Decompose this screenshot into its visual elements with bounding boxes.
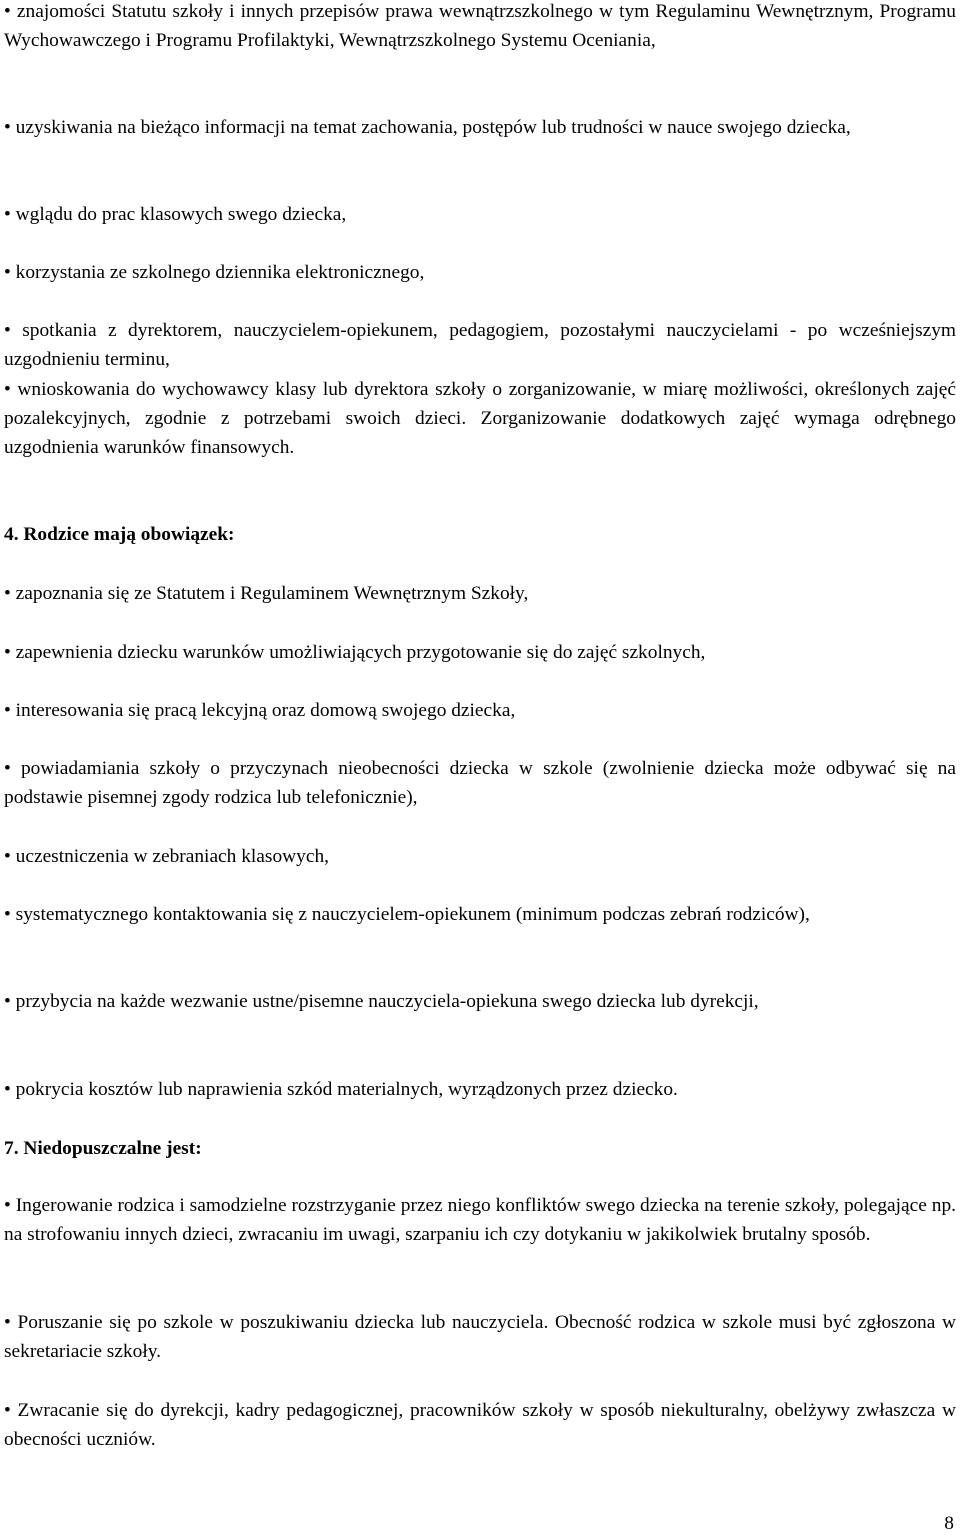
list-item: [4, 0, 956, 55]
bullet: •: [4, 642, 11, 663]
list-item-text: wnioskowania do wychowawcy klasy lub dyrektora szkoły o zorganizowanie, w miarę możliwości, określonych zajęć pozalekcyjnych, zgodnie z potrzebami swoich dzieci. Zorganizowanie dodatkowych zajęć wymaga odrębnego uzgodnienia warunków finansowych.: [4, 379, 956, 458]
list-item-text: znajomości Statutu szkoły i innych przepisów prawa wewnątrzszkolnego w tym Regulaminu Wewnętrznym, Programu Wychowawczego i Programu Profilaktyki, Wewnątrzszkolnego Systemu Oceniania,: [4, 1, 956, 51]
list-item: [4, 900, 956, 929]
list-item: [4, 696, 956, 725]
list-item-text: powiadamiania szkoły o przyczynach nieobecności dziecka w szkole (zwolnienie dziecka może odbywać się na podstawie pisemnej zgody rodzica lub telefonicznie),: [4, 758, 956, 808]
bullet: •: [4, 262, 11, 283]
bullet: •: [4, 846, 11, 867]
section-heading: 4. Rodzice mają obowiązek:: [4, 524, 235, 545]
bullet: •: [4, 700, 11, 721]
list-item: [4, 200, 956, 229]
list-item: [4, 1075, 956, 1104]
list-item: [4, 579, 956, 608]
list-item-text: zapewnienia dziecku warunków umożliwiających przygotowanie się do zajęć szkolnych,: [15, 642, 706, 663]
bullet: •: [4, 1400, 11, 1421]
page-number: 8: [944, 1513, 954, 1534]
bullet: •: [4, 991, 11, 1012]
bullet: •: [4, 904, 11, 925]
list-item: [4, 375, 956, 462]
list-item: [4, 987, 956, 1016]
list-item: [4, 1396, 956, 1454]
bullet: •: [4, 1195, 11, 1216]
list-item: [4, 316, 956, 374]
list-item-text: korzystania ze szkolnego dziennika elektronicznego,: [15, 262, 425, 283]
list-item: [4, 754, 956, 812]
list-item-text: Ingerowanie rodzica i samodzielne rozstrzyganie przez niego konfliktów swego dziecka na terenie szkoły, polegające np. na strofowaniu innych dzieci, zwracaniu im uwagi, szarpaniu ich czy dotykaniu w jakikolwiek brutalny sposób.: [4, 1195, 956, 1245]
bullet: •: [4, 1, 11, 22]
list-item-text: pokrycia kosztów lub naprawienia szkód materialnych, wyrządzonych przez dziecko.: [15, 1079, 678, 1100]
section-heading: 7. Niedopuszczalne jest:: [4, 1138, 202, 1159]
list-item: [4, 1308, 956, 1366]
list-item: [4, 842, 956, 871]
list-item-text: uczestniczenia w zebraniach klasowych,: [15, 846, 329, 867]
list-item-text: uzyskiwania na bieżąco informacji na temat zachowania, postępów lub trudności w nauce swojego dziecka,: [15, 117, 851, 138]
list-item-text: zapoznania się ze Statutem i Regulaminem Wewnętrznym Szkoły,: [15, 583, 529, 604]
bullet: •: [4, 583, 11, 604]
bullet: •: [4, 204, 11, 225]
list-item: [4, 1191, 956, 1249]
bullet: •: [4, 758, 11, 779]
list-item: [4, 258, 956, 287]
list-item: [4, 113, 956, 142]
list-item-text: przybycia na każde wezwanie ustne/pisemne nauczyciela-opiekuna swego dziecka lub dyrekcji,: [15, 991, 759, 1012]
list-item-text: Poruszanie się po szkole w poszukiwaniu dziecka lub nauczyciela. Obecność rodzica w szkole musi być zgłoszona w sekretariacie szkoły.: [4, 1312, 956, 1362]
list-item-text: spotkania z dyrektorem, nauczycielem-opiekunem, pedagogiem, pozostałymi nauczycielami - po wcześniejszym uzgodnieniu terminu,: [4, 320, 956, 370]
list-item-text: Zwracanie się do dyrekcji, kadry pedagogicznej, pracowników szkoły w sposób niekulturalny, obelżywy zwłaszcza w obecności uczniów.: [4, 1400, 956, 1450]
bullet: •: [4, 320, 11, 341]
list-item-text: interesowania się pracą lekcyjną oraz domową swojego dziecka,: [15, 700, 516, 721]
bullet: •: [4, 1312, 11, 1333]
list-item: [4, 638, 956, 667]
bullet: •: [4, 1079, 11, 1100]
bullet: •: [4, 379, 11, 400]
list-item-text: wglądu do prac klasowych swego dziecka,: [15, 204, 347, 225]
list-item-text: systematycznego kontaktowania się z nauczycielem-opiekunem (minimum podczas zebrań rodziców),: [15, 904, 810, 925]
bullet: •: [4, 117, 11, 138]
